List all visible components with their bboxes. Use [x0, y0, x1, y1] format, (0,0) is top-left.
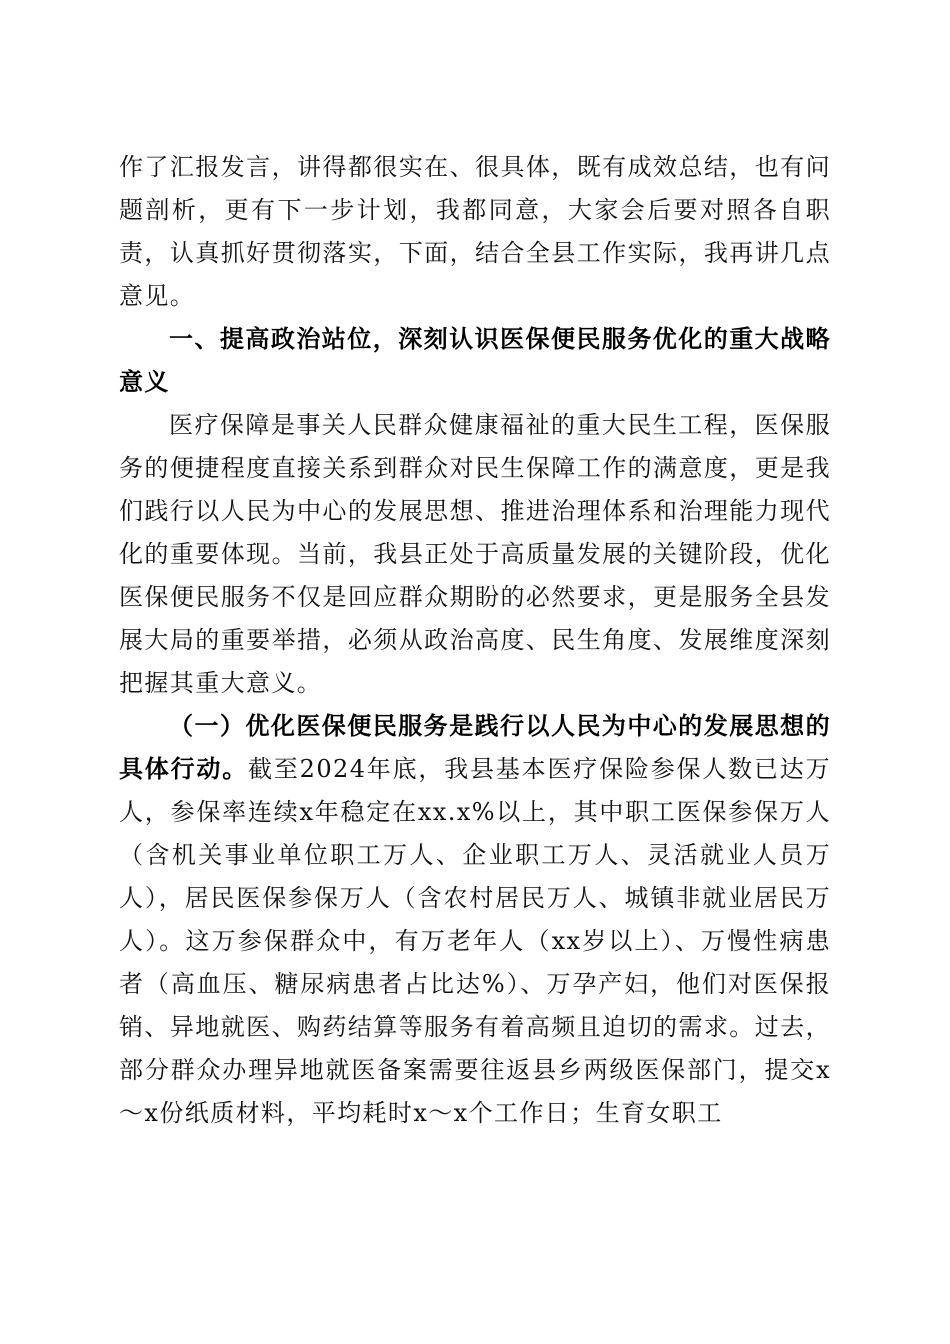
subsection-body: 截至2024年底，我县基本医疗保险参保人数已达万人，参保率连续x年稳定在xx.x%以上，其中职工医保参保万人（含机关事业单位职工万人、企业职工万人、灵活就业人员万人），居民医保参保万人（含农村居民万人、城镇非就业居民万人）。这万参保群众中，有万老年人（xx岁以上）、万慢性病患者（高血压、糖尿病患者占比达%）、万孕产妇，他们对医保报销、异地就医、购药结算等服务有着高频且迫切的需求。过去，部分群众办理异地就医备案需要往返县乡两级医保部门，提交x～x份纸质材料，平均耗时x～x个工作日；生育女职工: [119, 755, 831, 1127]
document-body: [119, 146, 831, 1135]
paragraph-subsection-1: [119, 705, 831, 1135]
subsection-heading: （一）优化医保便民服务是践行以人民为中心的发展思想的具体行动。: [119, 712, 831, 783]
paragraph-continuation: 作了汇报发言，讲得都很实在、很具体，既有成效总结，也有问题剖析，更有下一步计划，我都同意，大家会后要对照各自职责，认真抓好贯彻落实，下面，结合全县工作实际，我再讲几点意见。: [119, 153, 831, 310]
section-heading: 一、提高政治站位，深刻认识医保便民服务优化的重大战略意义: [119, 325, 831, 396]
paragraph-medical-security: 医疗保障是事关人民群众健康福祉的重大民生工程，医保服务的便捷程度直接关系到群众对民生保障工作的满意度，更是我们践行以人民为中心的发展思想、推进治理体系和治理能力现代化的重要体现。当前，我县正处于高质量发展的关键阶段，优化医保便民服务不仅是回应群众期盼的必然要求，更是服务全县发展大局的重要举措，必须从政治高度、民生角度、发展维度深刻把握其重大意义。: [119, 411, 831, 697]
